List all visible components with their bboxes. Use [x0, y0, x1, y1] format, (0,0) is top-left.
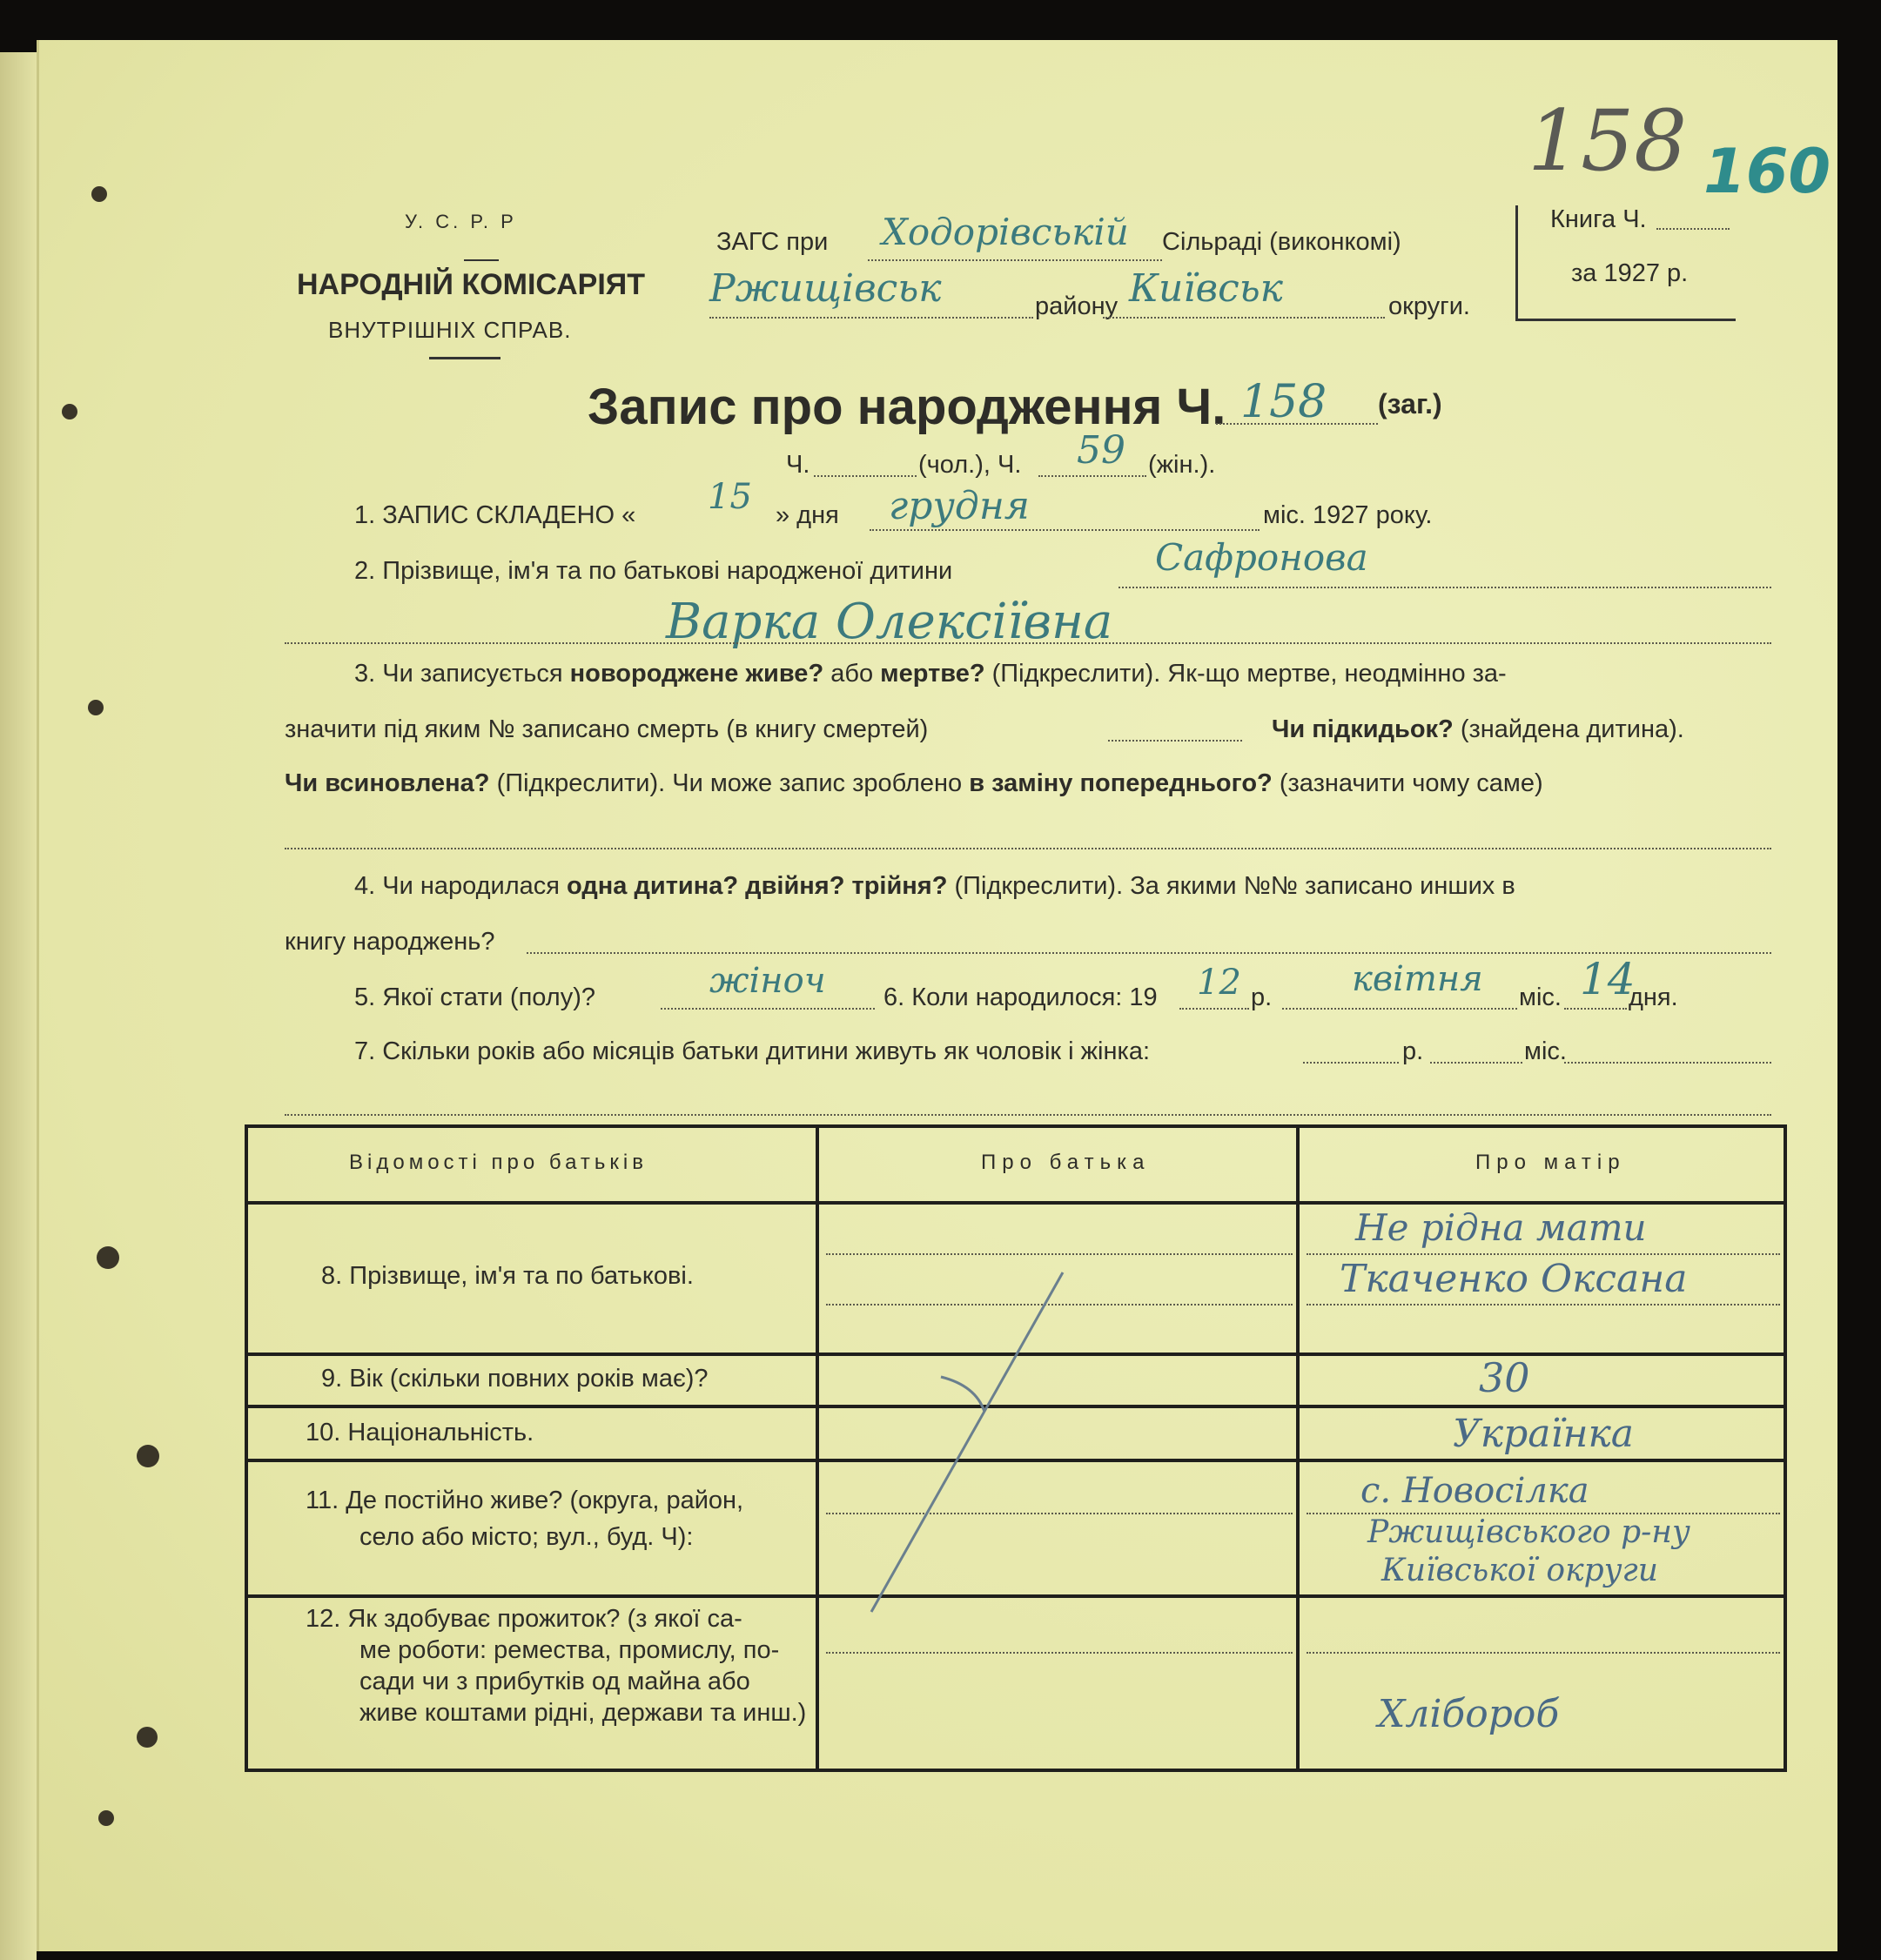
row12-label-2: ме роботи: ремества, промислу, по- [359, 1636, 780, 1664]
q3-p1c: або [830, 660, 874, 688]
zags-district-suffix: району [1035, 292, 1119, 320]
q3-p1e: (Підкреслити). Як-що мертве, неодмінно за- [991, 660, 1507, 688]
q3-death-line [1108, 740, 1242, 742]
q7-mis: міс. [1524, 1037, 1567, 1065]
q5-sex-hand: жіноч [709, 961, 826, 1001]
binding-hole [88, 700, 104, 715]
table-header-info: Відомості про батьків [349, 1151, 648, 1174]
q4-p1c: (Підкреслити). За якими №№ записано инших в [954, 872, 1515, 900]
q7-answer-line [285, 1114, 1771, 1116]
q6-mis: міс. [1519, 983, 1562, 1011]
q1-pre: 1. ЗАПИС СКЛАДЕНО « [354, 501, 636, 529]
q3-answer-line [285, 848, 1771, 849]
q3-p2a: значити під яким № записано смерть (в книгу смертей) [285, 715, 929, 743]
binding-hole [137, 1727, 158, 1748]
q3-line3 [285, 769, 1543, 798]
q7-months-line [1430, 1062, 1522, 1064]
row9-mother-hand: 30 [1479, 1354, 1530, 1401]
q3-line2 [285, 715, 928, 744]
title-female-line [1038, 475, 1146, 477]
q7-months-line-tail [1564, 1062, 1771, 1064]
table-border-bottom [245, 1769, 1787, 1772]
row12-label-1: 12. Як здобуває прожиток? (з якої са- [306, 1605, 742, 1633]
zags-okrug-line [1103, 317, 1385, 319]
table-header-father: Про батька [981, 1151, 1151, 1174]
table-col-divider [1296, 1124, 1300, 1772]
q1-day-hand: 15 [708, 477, 752, 517]
mother-line [1307, 1253, 1780, 1255]
q2-surname-hand: Сафронова [1155, 536, 1368, 579]
title-sub-male: (чол.), Ч. [918, 451, 1022, 479]
table-col-divider [816, 1124, 819, 1772]
row12-mother-hand: Хлібороб [1378, 1692, 1560, 1736]
row11-mother-hand-2: Ржищівського р-ну [1367, 1514, 1690, 1550]
q3-p3b: (Підкреслити). Чи може запис зроблено [496, 769, 963, 797]
row11-mother-hand-3: Київської округи [1381, 1553, 1658, 1588]
binding-hole [97, 1246, 119, 1269]
previous-page-edge [0, 52, 37, 1960]
q1-post: міс. 1927 року. [1263, 501, 1433, 529]
page-number-pencil: 158 [1528, 92, 1688, 190]
q6-dnya: дня. [1629, 983, 1678, 1011]
table-header-divider [245, 1201, 1787, 1205]
row10-mother-hand: Українка [1453, 1412, 1635, 1456]
q2-name-line [285, 642, 1771, 644]
header-department: ВНУТРІШНІХ СПРАВ. [328, 317, 572, 343]
q6-year-hand: 12 [1197, 963, 1241, 1003]
q5-sex-line [661, 1008, 875, 1010]
q1-month-hand: грудня [889, 484, 1030, 528]
header-rule [464, 259, 499, 261]
father-line [826, 1253, 1293, 1255]
page-number-blue: 160 [1703, 136, 1831, 207]
title-sub-female: (жін.). [1148, 451, 1216, 479]
page-title: Запис про народження Ч. [588, 379, 1226, 435]
title-female-hand: 59 [1077, 428, 1125, 473]
row8-mother-hand-2: Ткаченко Оксана [1340, 1257, 1688, 1301]
book-year-label: за 1927 р. [1571, 259, 1689, 287]
row11-mother-hand-1: с. Новосілка [1360, 1471, 1589, 1511]
row11-label-1: 11. Де постійно живе? (округа, район, [306, 1487, 744, 1514]
q6-month-hand: квітня [1352, 959, 1483, 999]
row9-label: 9. Вік (скільки повних років має)? [321, 1365, 709, 1393]
binding-hole [62, 404, 77, 420]
q3-line2b [1272, 715, 1684, 744]
q3-p2c: (знайдена дитина). [1460, 715, 1684, 743]
q4-line1 [354, 872, 1515, 901]
mother-line [1307, 1304, 1780, 1306]
father-cancel-mark [854, 1264, 1115, 1629]
row12-label-4: живе коштами рідні, держави та инш.) [359, 1699, 807, 1727]
binding-hole [98, 1810, 114, 1826]
mother-line [1307, 1652, 1780, 1654]
q6-day-line [1564, 1008, 1627, 1010]
q6-label: 6. Коли народилося: 19 [883, 983, 1158, 1011]
table-border-left [245, 1124, 248, 1772]
binding-hole [91, 186, 107, 202]
zags-okrug-suffix: округи. [1388, 292, 1470, 320]
table-border-top [245, 1124, 1787, 1128]
q2-surname-line [1119, 587, 1771, 588]
table-header-mother: Про матір [1475, 1151, 1626, 1174]
q2-label: 2. Прізвище, ім'я та по батькові народженої дитини [354, 557, 953, 585]
q2-name-hand: Варка Олексіївна [666, 594, 1113, 650]
binding-hole [137, 1445, 159, 1467]
q3-p1b: новороджене живе? [569, 660, 824, 688]
row11-label-2: село або місто; вул., буд. Ч): [359, 1523, 694, 1551]
row8-mother-hand-1: Не рідна мати [1355, 1206, 1647, 1249]
q3-p3c: в заміну попереднього? [969, 769, 1273, 797]
header-republic: У. С. Р. Р [405, 211, 517, 232]
father-line [826, 1652, 1293, 1654]
document-page [37, 40, 1837, 1951]
zags-village-suffix: Сільраді (виконкомі) [1162, 228, 1401, 256]
header-rule [429, 357, 500, 359]
q6-r: р. [1251, 983, 1273, 1011]
q7-r: р. [1402, 1037, 1424, 1065]
q3-p2b: Чи підкидьок? [1272, 715, 1454, 743]
row10-label: 10. Національність. [306, 1419, 534, 1447]
header-commissariat: НАРОДНІЙ КОМІСАРІЯТ [297, 268, 645, 301]
q3-p1a: 3. Чи записується [354, 660, 563, 688]
zags-prefix: ЗАГС при [716, 228, 829, 256]
q5-label: 5. Якої стати (полу)? [354, 983, 595, 1011]
zags-okrug-hand: Київськ [1129, 266, 1283, 311]
q7-years-line [1303, 1062, 1399, 1064]
q6-year-line [1179, 1008, 1249, 1010]
zags-district-hand: Ржищівськ [709, 266, 942, 311]
q4-p1a: 4. Чи народилася [354, 872, 560, 900]
parents-table [245, 1124, 1787, 1772]
title-suffix: (заг.) [1378, 388, 1442, 420]
table-border-right [1784, 1124, 1787, 1772]
title-male-line [814, 475, 917, 477]
row12-label-3: сади чи з прибутків од майна або [359, 1668, 750, 1695]
q1-month-line [870, 529, 1260, 531]
q3-p1d: мертве? [880, 660, 985, 688]
book-number-line [1656, 228, 1730, 230]
zags-district-line [709, 317, 1033, 319]
q3-line1 [354, 660, 1507, 688]
q3-p3d: (зазначити чому саме) [1279, 769, 1543, 797]
title-number-line [1216, 423, 1378, 425]
q4-p1b: одна дитина? двійня? трійня? [567, 872, 948, 900]
zags-village-hand: Ходорівській [882, 211, 1129, 253]
q3-p3a: Чи всиновлена? [285, 769, 490, 797]
q1-mid: » дня [776, 501, 839, 529]
title-number-hand: 158 [1240, 376, 1327, 428]
row8-label: 8. Прізвище, ім'я та по батькові. [321, 1262, 694, 1290]
q7-label: 7. Скільки років або місяців батьки дитини живуть як чоловік і жінка: [354, 1037, 1151, 1065]
q6-day-hand: 14 [1580, 954, 1636, 1004]
zags-village-line [868, 259, 1162, 261]
q6-month-line [1282, 1008, 1517, 1010]
q4-line2: книгу народжень? [285, 928, 495, 956]
title-sub-ch: Ч. [786, 451, 810, 479]
book-number-label: Книга Ч. [1550, 205, 1647, 233]
